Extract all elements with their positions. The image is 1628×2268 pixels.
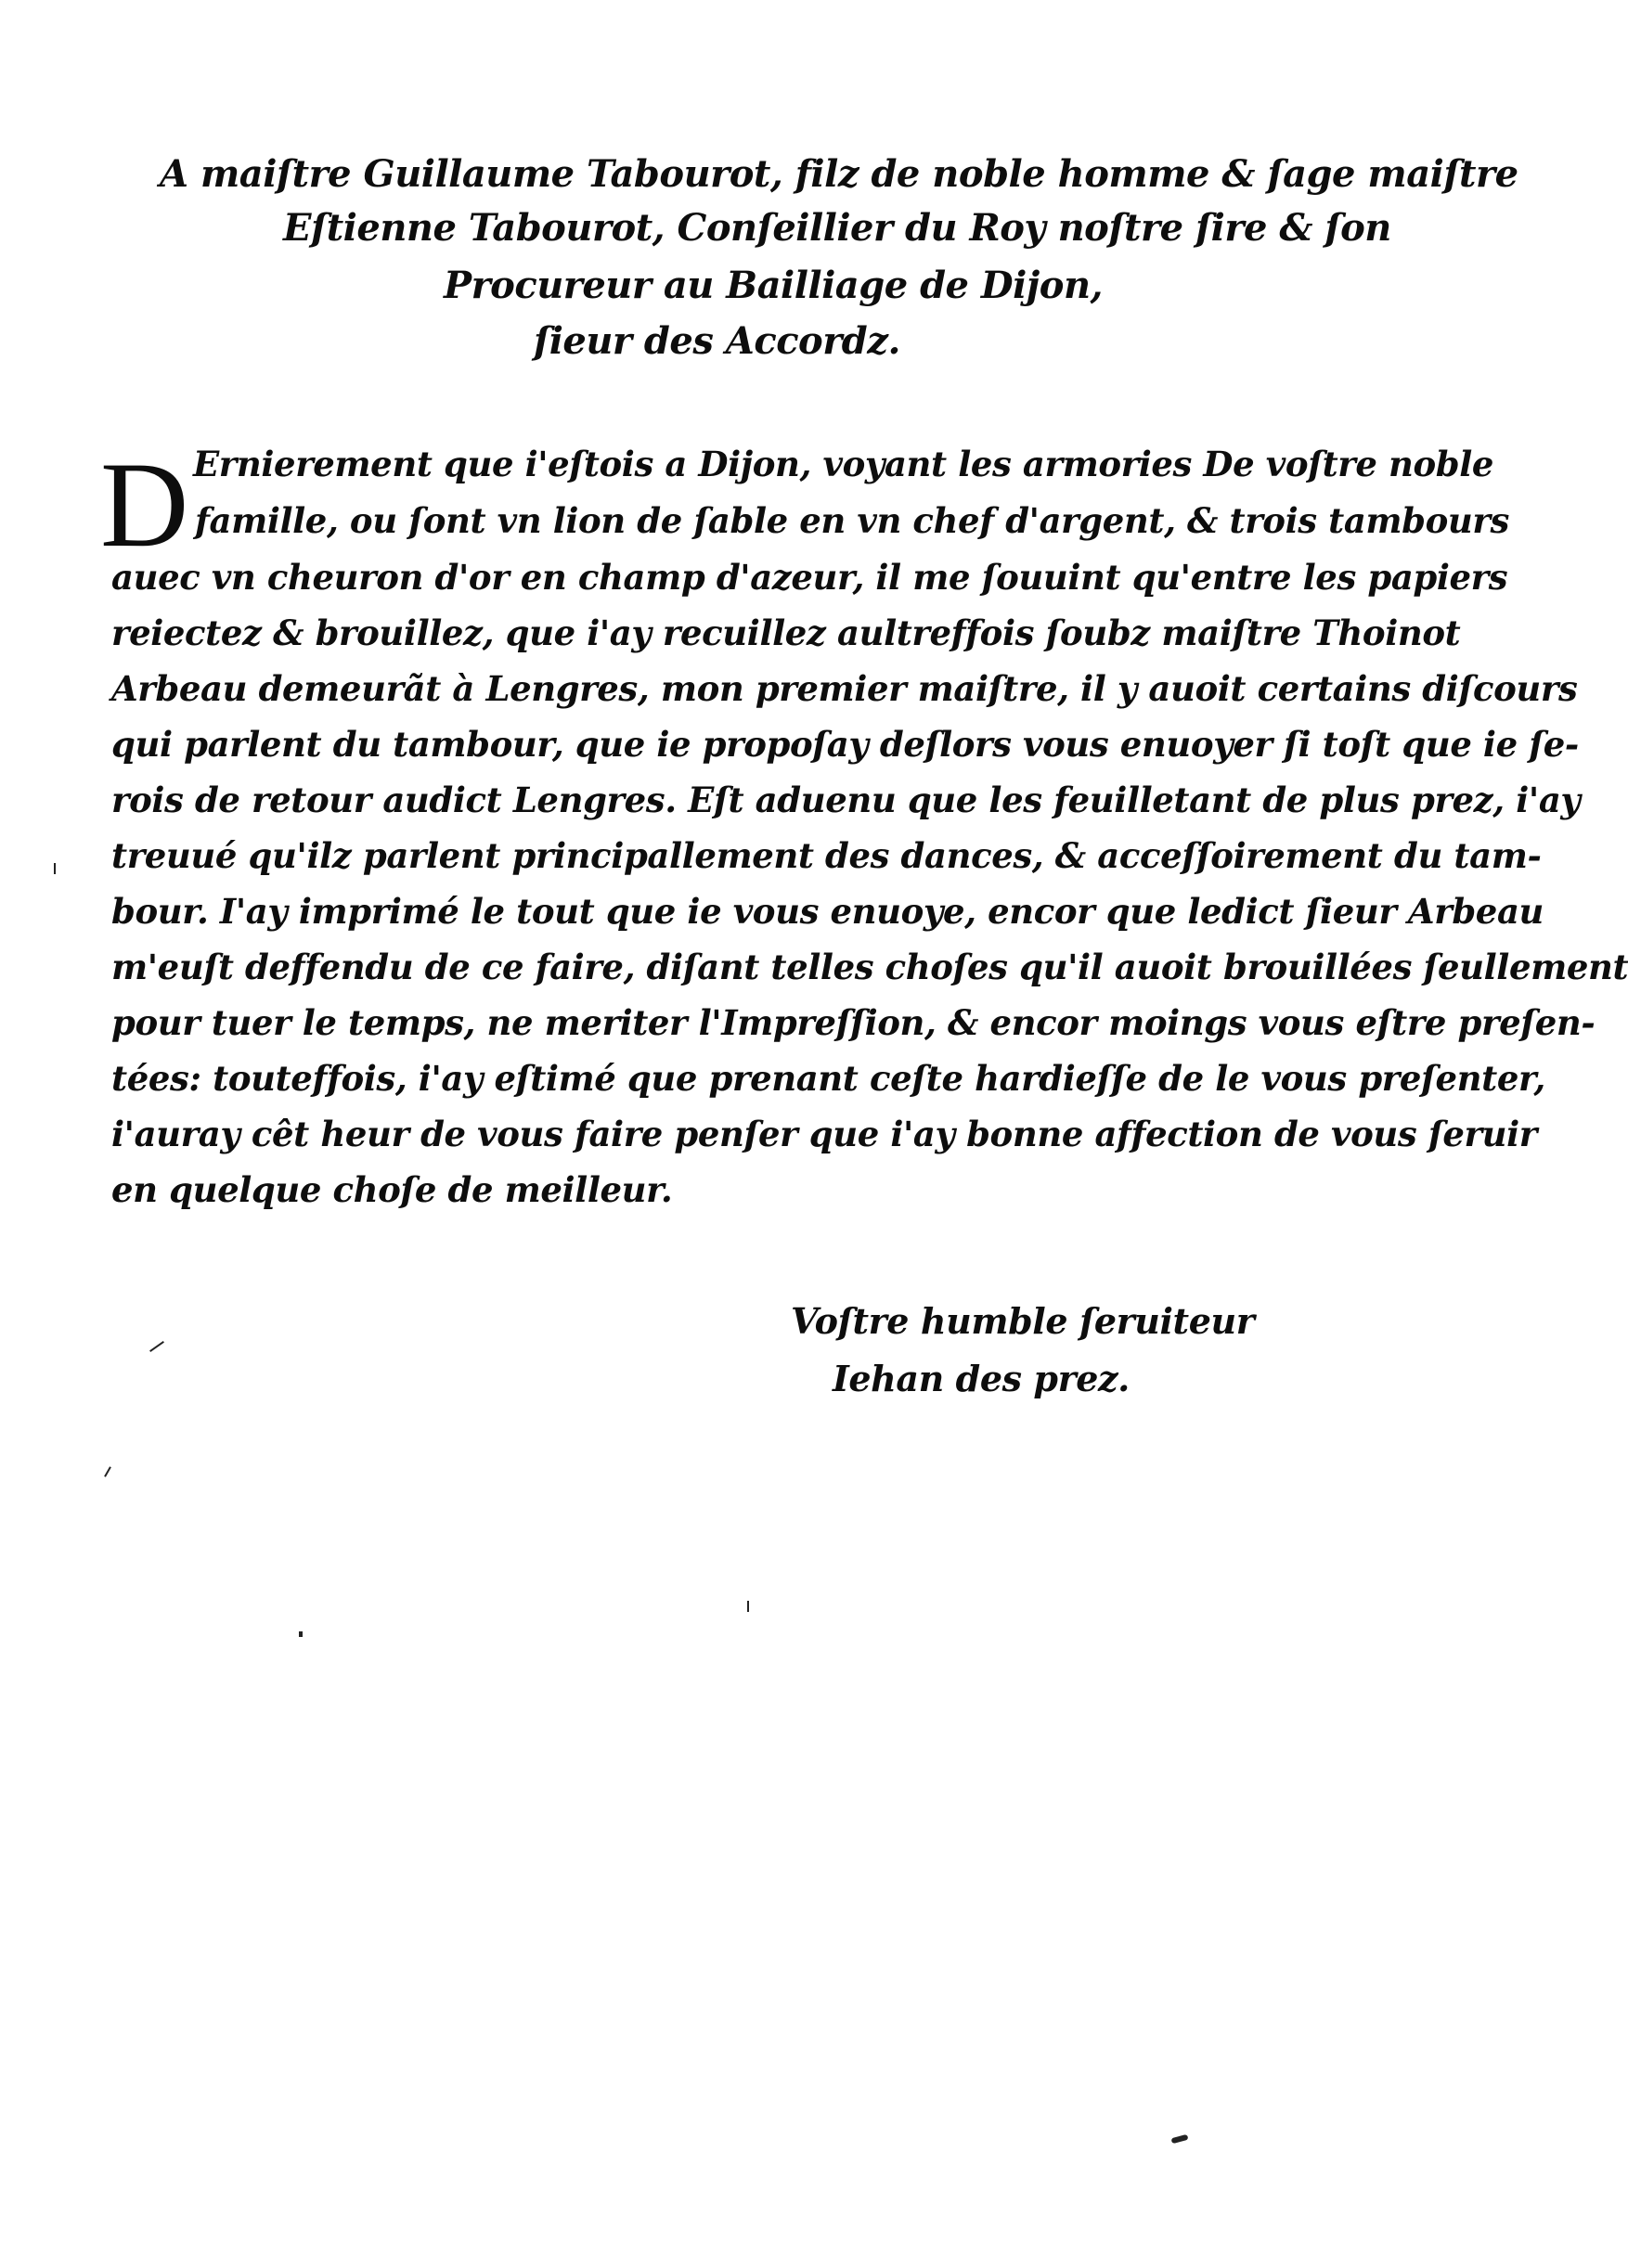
scan-speck [104, 1466, 111, 1476]
scan-speck [747, 1601, 749, 1612]
letter-line: m'euſt deffendu de ce faire, diſant telles choſes qu'il auoit brouillées ſeullement [111, 947, 1628, 987]
scan-speck [54, 863, 56, 874]
signature-name: Iehan des prez. [833, 1358, 1131, 1399]
dedication-line-3: Procureur au Bailliage de Dijon, [444, 264, 1103, 307]
letter-line: treuué qu'ilz parlent principallement des dances, & acceſſoirement du tam- [111, 835, 1542, 876]
dedication-line-2: Eſtienne Tabourot, Conſeillier du Roy noſtre ſire & ſon [283, 206, 1391, 250]
letter-line: tées: touteffois, i'ay eſtimé que prenant ceſte hardieſſe de le vous preſenter, [111, 1058, 1545, 1099]
drop-cap: D [100, 436, 189, 573]
scan-speck [1171, 2134, 1189, 2144]
letter-line: en quelque choſe de meilleur. [111, 1169, 673, 1210]
letter-line: pour tuer le temps, ne meriter l'Impreſſion, & encor moings vous eſtre preſen- [111, 1002, 1596, 1043]
letter-line: auec vn cheuron d'or en champ d'azeur, il me ſouuint qu'entre les papiers [111, 557, 1508, 598]
signature-closing: Voſtre humble ſeruiteur [791, 1300, 1255, 1342]
letter-line: qui parlent du tambour, que ie propoſay deſlors vous enuoyer ſi toſt que ie ſe- [111, 724, 1579, 765]
letter-line: rois de retour audict Lengres. Eſt aduenu que les feuilletant de plus prez, i'ay [111, 780, 1581, 820]
letter-line: famille, ou ſont vn lion de ſable en vn chef d'argent, & trois tambours [195, 500, 1509, 541]
letter-line: Ernierement que i'eſtois a Dijon, voyant les armories De voſtre noble [193, 444, 1494, 484]
dedication-line-1: A maiſtre Guillaume Tabourot, filz de noble homme & ſage maiſtre [160, 152, 1518, 196]
letter-line: Arbeau demeurãt à Lengres, mon premier maiſtre, il y auoit certains diſcours [111, 668, 1578, 709]
scan-speck [149, 1341, 164, 1352]
dedication-line-4: ſieur des Accordz. [534, 319, 900, 363]
letter-line: reiectez & brouillez, que i'ay recuillez aultreffois ſoubz maiſtre Thoinot [111, 612, 1461, 653]
scan-speck [299, 1631, 303, 1637]
letter-line: bour. I'ay imprimé le tout que ie vous enuoye, encor que ledict ſieur Arbeau [111, 891, 1544, 932]
letter-line: i'auray cêt heur de vous faire penſer que i'ay bonne affection de vous ſeruir [111, 1114, 1537, 1154]
